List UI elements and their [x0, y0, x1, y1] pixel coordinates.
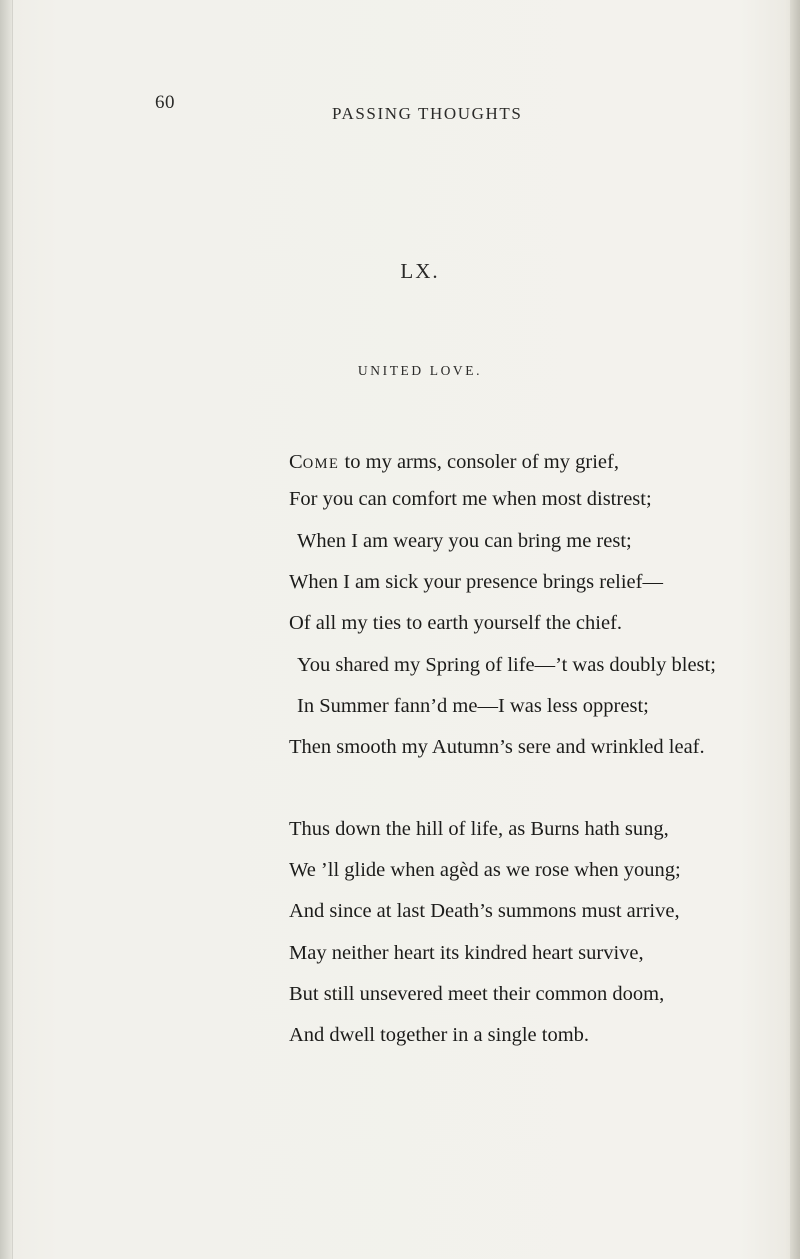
poem-title: UNITED LOVE.	[357, 363, 483, 378]
drop-initial: C	[289, 451, 303, 473]
page-number: 60	[155, 92, 175, 113]
first-word-smallcaps: OME	[302, 456, 340, 472]
running-head: PASSING THOUGHTS	[332, 104, 523, 123]
poem-line: Of all my ties to earth yourself the chief.	[289, 612, 623, 634]
poem-line: May neither heart its kindred heart survive,	[289, 942, 644, 964]
poem-line: Thus down the hill of life, as Burns hath sung,	[289, 818, 669, 840]
poem-line: We ’ll glide when agèd as we rose when young;	[289, 859, 681, 881]
poem-line: When I am sick your presence brings relief—	[289, 571, 663, 593]
page-fore-edge	[790, 0, 800, 1259]
poem-line: But still unsevered meet their common doom,	[289, 983, 665, 1005]
poem-line: COME to my arms, consoler of my grief,	[289, 451, 619, 473]
poem-line: When I am weary you can bring me rest;	[297, 530, 632, 552]
page-binding-edge	[0, 0, 13, 1259]
poem-line: In Summer fann’d me—I was less opprest;	[297, 695, 649, 717]
poem-line: Then smooth my Autumn’s sere and wrinkled leaf.	[289, 736, 705, 758]
poem-line: You shared my Spring of life—’t was doubly blest;	[297, 654, 716, 676]
poem-number: LX.	[400, 259, 440, 283]
poem-line: And dwell together in a single tomb.	[289, 1024, 590, 1046]
poem-line: For you can comfort me when most distrest;	[289, 488, 652, 510]
poem-line: And since at last Death’s summons must arrive,	[289, 900, 680, 922]
